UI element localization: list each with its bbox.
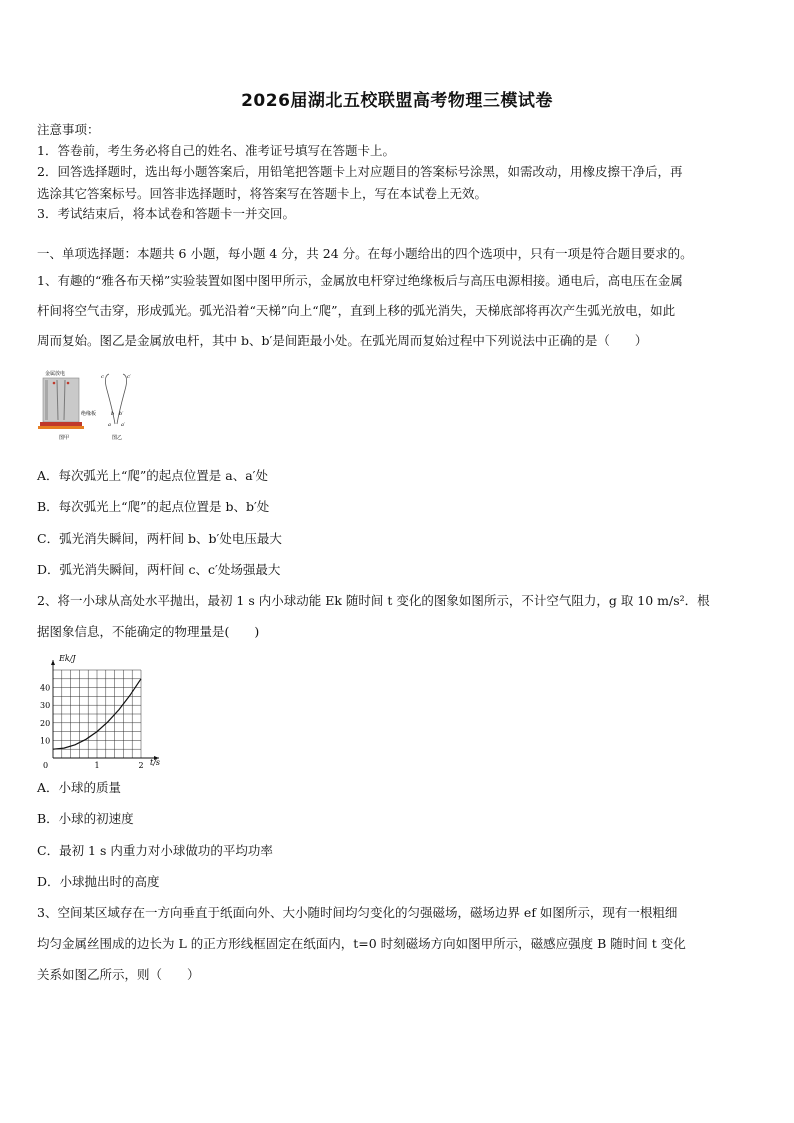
- chart-axes: [51, 660, 159, 760]
- question-3-line: 均匀金属丝围成的边长为 L 的正方形线框固定在纸面内，t=0 时刻磁场方向如图甲所示，磁感应强度 B 随时间 t 变化: [37, 936, 686, 951]
- apparatus-box: [43, 378, 79, 422]
- box-shadow: [45, 380, 48, 420]
- question-1-line: 1、有趣的“雅各布天梯”实验装置如图中图甲所示，金属放电杆穿过绝缘板后与高压电源相接。通电后，高电压在金属: [37, 273, 683, 288]
- y-axis-label: Ek/J: [59, 654, 76, 663]
- question-1-option-d: D．弧光消失瞬间，两杆间 c、c′处场强最大: [37, 562, 281, 577]
- question-2-line: 2、将一小球从高处水平抛出，最初 1 s 内小球动能 Ek 随时间 t 变化的图象如图所示，不计空气阻力，g 取 10 m/s²．根: [37, 593, 710, 608]
- ek-time-chart: [37, 648, 171, 770]
- letter-a: a: [108, 422, 111, 428]
- question-1-line: 周而复始。图乙是金属放电杆，其中 b、b′是间距最小处。在弧光周而复始过程中下列说法中正确的是（ ）: [37, 333, 648, 348]
- question-3-line: 关系如图乙所示，则（ ）: [37, 967, 200, 982]
- letter-b: b: [111, 411, 115, 417]
- letter-c: c: [101, 374, 104, 380]
- question-1-line: 杆间将空气击穿，形成弧光。弧光沿着“天梯”向上“爬”，直到上移的弧光消失，天梯底部将再次产生弧光放电，如此: [37, 303, 676, 318]
- question-2-line: 据图象信息，不能确定的物理量是( ): [37, 624, 260, 639]
- letter-a-prime: a′: [121, 422, 126, 428]
- x-axis-label: t/s: [150, 758, 161, 767]
- question-1-option-c: C．弧光消失瞬间，两杆间 b、b′处电压最大: [37, 531, 282, 546]
- insulating-board: [40, 422, 82, 426]
- notice-item: 2．回答选择题时，选出每小题答案后，用铅笔把答题卡上对应题目的答案标号涂黑，如需改动，用橡皮擦干净后，再: [37, 164, 683, 179]
- y-tick-label: 30: [40, 701, 51, 711]
- notice-item: 选涂其它答案标号。回答非选择题时，将答案写在答题卡上，写在本试卷上无效。: [37, 186, 488, 201]
- question-2-option-c: C．最初 1 s 内重力对小球做功的平均功率: [37, 843, 273, 858]
- spark-dot: [53, 382, 56, 385]
- caption-b: 图乙: [112, 435, 123, 441]
- question-1-option-b: B．每次弧光上“爬”的起点位置是 b、b′处: [37, 499, 270, 514]
- x-tick-label: 0: [43, 761, 49, 770]
- page-title: 2026届湖北五校联盟高考物理三模试卷: [241, 91, 553, 111]
- y-axis-arrow: [51, 660, 55, 665]
- question-3-line: 3、空间某区域存在一方向垂直于纸面向外、大小随时间均匀变化的匀强磁场，磁场边界 ef 如图所示，现有一根粗细: [37, 905, 678, 920]
- label-rod: 金属放电: [45, 371, 66, 377]
- question-2-option-d: D．小球抛出时的高度: [37, 874, 160, 889]
- question-1-option-a: A．每次弧光上“爬”的起点位置是 a、a′处: [37, 468, 269, 483]
- y-tick-label: 10: [40, 736, 51, 746]
- caption-a: 图甲: [59, 435, 70, 441]
- label-board: 绝缘板: [81, 411, 97, 417]
- notice-item: 3．考试结束后，将本试卷和答题卡一并交回。: [37, 206, 295, 221]
- notice-heading: 注意事项：: [37, 122, 100, 137]
- question-2-option-a: A．小球的质量: [37, 780, 122, 795]
- x-tick-label: 1: [94, 761, 100, 770]
- chart-grid: [53, 670, 141, 758]
- section-heading: 一、单项选择题：本题共 6 小题，每小题 4 分，共 24 分。在每小题给出的四个选项中，只有一项是符合题目要求的。: [37, 246, 693, 261]
- y-tick-label: 40: [40, 683, 51, 693]
- spark-dot: [67, 382, 70, 385]
- notice-item: 1．答卷前，考生务必将自己的姓名、准考证号填写在答题卡上。: [37, 143, 395, 158]
- question-2-option-b: B．小球的初速度: [37, 811, 134, 826]
- base: [38, 426, 84, 429]
- jacob-ladder-figure: [37, 366, 157, 444]
- y-tick-label: 20: [40, 718, 51, 728]
- letter-b-prime: b′: [119, 411, 124, 417]
- letter-c-prime: c′: [127, 374, 131, 380]
- x-tick-label: 2: [138, 761, 144, 770]
